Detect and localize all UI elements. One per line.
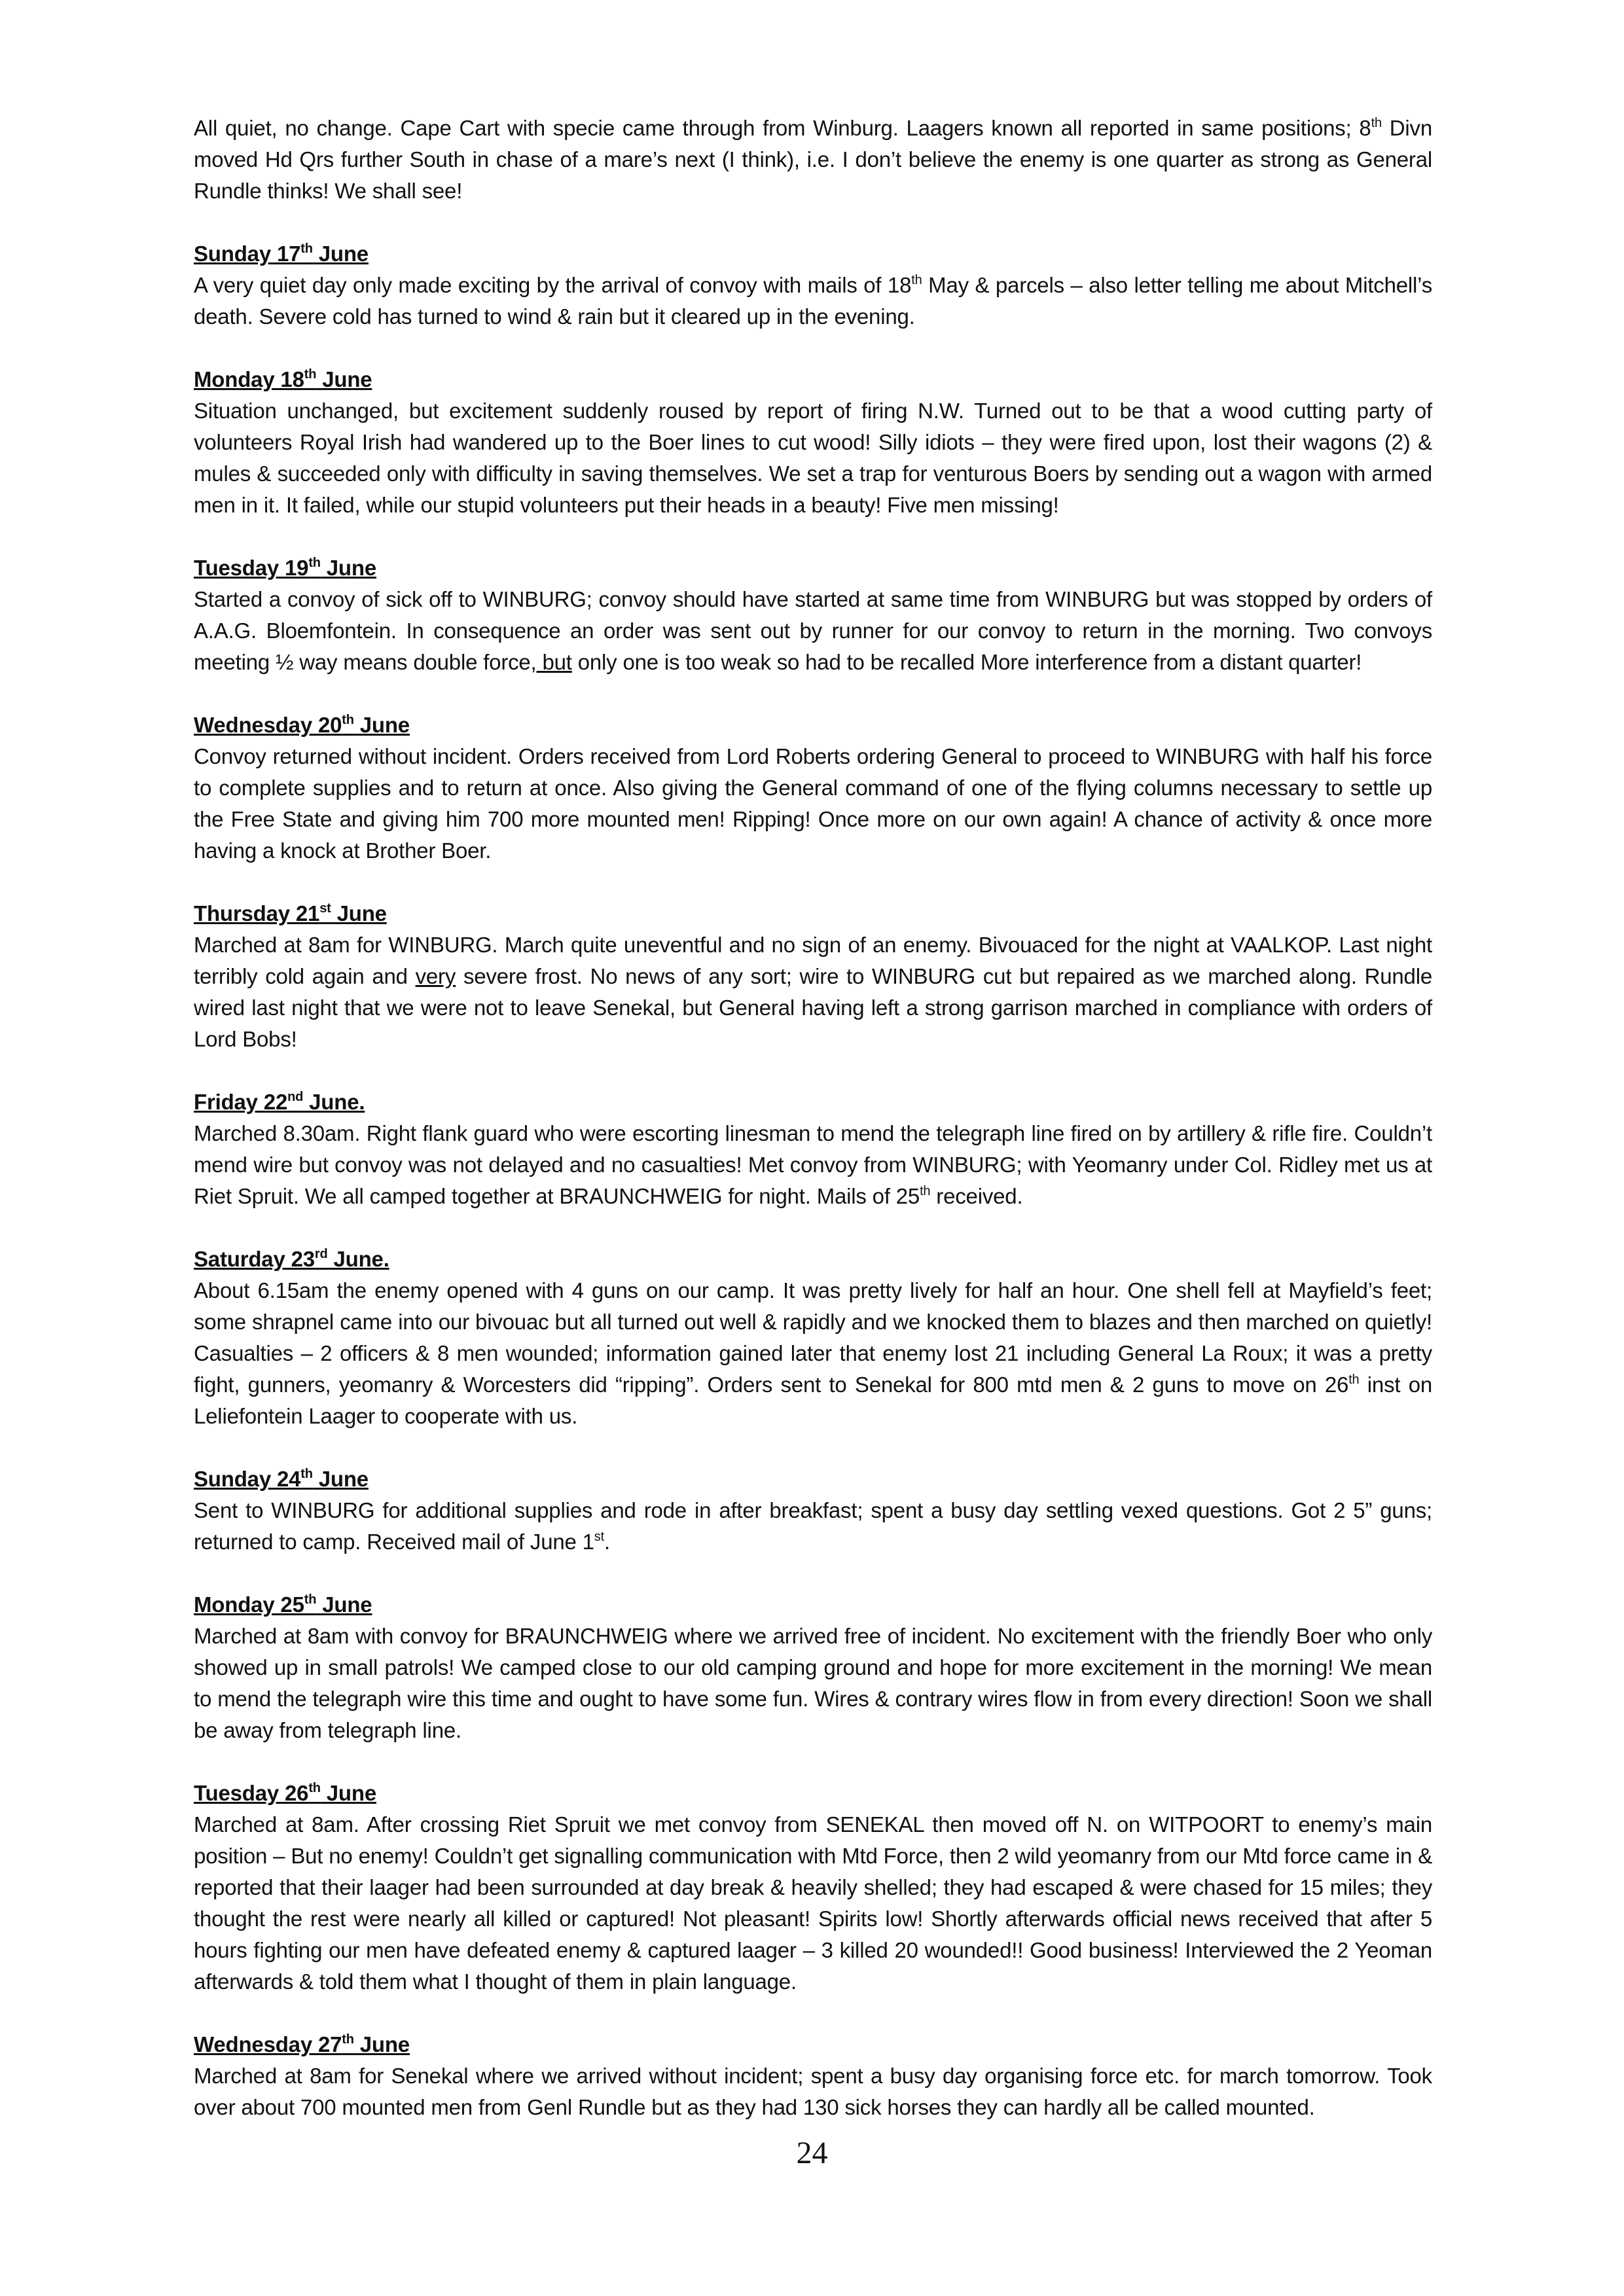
entry-body: Marched 8.30am. Right flank guard who were escorting linesman to mend the telegraph line fired on by artillery & rifle fire. Couldn’t mend wire but convoy was not delayed and no casualties! Met convoy from WINBURG; with Yeomanry under Col. Ridley met us at Riet Spruit. We all camped together at BRAUNCHWEIG for night. Mails of 25th received. <box>194 1121 1432 1208</box>
intro-paragraph <box>194 113 1432 207</box>
entry-heading: Tuesday 26th June <box>194 1781 376 1805</box>
diary-entry-tuesday-19 <box>194 552 1432 678</box>
diary-entry-tuesday-26 <box>194 1778 1432 1998</box>
entry-heading: Friday 22nd June. <box>194 1090 365 1114</box>
entry-body: Situation unchanged, but excitement suddenly roused by report of firing N.W. Turned out to be that a wood cutting party of volunteers Royal Irish had wandered up to the Boer lines to cut wood! Silly idiots – they were fired upon, lost their wagons (2) & mules & succeeded only with difficulty in saving themselves. We set a trap for venturous Boers by sending out a wagon with armed men in it. It failed, while our stupid volunteers put their heads in a beauty! Five men missing! <box>194 399 1432 517</box>
diary-entry-saturday-23 <box>194 1244 1432 1432</box>
entry-body: About 6.15am the enemy opened with 4 guns on our camp. It was pretty lively for half an hour. One shell fell at Mayfield’s feet; some shrapnel came into our bivouac but all turned out well & rapidly and we knocked them to blazes and then marched on quietly! Casualties – 2 officers & 8 men wounded; information gained later that enemy lost 21 including General La Roux; it was a pretty fight, gunners, yeomanry & Worcesters did “ripping”. Orders sent to Senekal for 800 mtd men & 2 guns to move on 26th inst on Leliefontein Laager to cooperate with us. <box>194 1278 1433 1428</box>
diary-entry-wednesday-27 <box>194 2029 1432 2123</box>
diary-page <box>194 113 1432 2123</box>
entry-body: A very quiet day only made exciting by the arrival of convoy with mails of 18th May & parcels – also letter telling me about Mitchell’s death. Severe cold has turned to wind & rain but it cleared up in the evening. <box>194 273 1432 329</box>
entry-body: Convoy returned without incident. Orders received from Lord Roberts ordering General to proceed to WINBURG with half his force to complete supplies and to return at once. Also giving the General command of one of the flying columns necessary to settle up the Free State and giving him 700 more mounted men! Ripping! Once more on our own again! A chance of activity & once more having a knock at Brother Boer. <box>194 744 1432 863</box>
entry-heading: Monday 18th June <box>194 367 372 391</box>
entry-heading: Wednesday 20th June <box>194 713 410 737</box>
diary-entry-monday-25 <box>194 1589 1432 1746</box>
diary-entry-friday-22 <box>194 1086 1432 1212</box>
page-number: 24 <box>796 2136 828 2170</box>
intro-text-continued: Divn moved Hd Qrs further South in chase of a mare’s next (I think), i.e. I don’t believe the enemy is one quarter as strong as General Rundle thinks! We shall see! <box>194 116 1432 203</box>
underlined-text: but <box>536 650 572 674</box>
entry-body: Marched at 8am. After crossing Riet Spruit we met convoy from SENEKAL then moved off N. on WITPOORT to enemy’s main position – But no enemy! Couldn’t get signalling communication with Mtd Force, then 2 wild yeomanry from our Mtd force came in & reported that their laager had been surrounded at day break & heavily shelled; they had escaped & were chased for 15 miles; they thought the rest were nearly all killed or captured! Not pleasant! Spirits low! Shortly afterwards official news received that after 5 hours fighting our men have defeated enemy & captured laager – 3 killed 20 wounded!! Good business! Interviewed the 2 Yeoman afterwards & told them what I thought of them in plain language. <box>194 1812 1432 1994</box>
entry-heading: Sunday 17th June <box>194 242 369 266</box>
diary-entry-thursday-21 <box>194 898 1432 1055</box>
diary-entry-wednesday-20 <box>194 709 1432 867</box>
entry-body: Marched at 8am with convoy for BRAUNCHWEIG where we arrived free of incident. No excitement with the friendly Boer who only showed up in small patrols! We camped close to our old camping ground and hope for more excitement in the morning! We mean to mend the telegraph wire this time and ought to have some fun. Wires & contrary wires flow in from every direction! Soon we shall be away from telegraph line. <box>194 1624 1432 1742</box>
entry-heading: Monday 25th June <box>194 1592 372 1617</box>
superscript: th <box>1371 116 1382 130</box>
intro-text: All quiet, no change. Cape Cart with specie came through from Winburg. Laagers known all reported in same positions; 8 <box>194 116 1371 140</box>
entry-heading: Sunday 24th June <box>194 1467 369 1491</box>
entry-body: Marched at 8am for WINBURG. March quite uneventful and no sign of an enemy. Bivouaced for the night at VAALKOP. Last night terribly cold again and very severe frost. No news of any sort; wire to WINBURG cut but repaired as we marched along. Rundle wired last night that we were not to leave Senekal, but General having left a strong garrison marched in compliance with orders of Lord Bobs! <box>194 933 1432 1051</box>
entry-body: Sent to WINBURG for additional supplies and rode in after breakfast; spent a busy day settling vexed questions. Got 2 5” guns; returned to camp. Received mail of June 1st. <box>194 1498 1432 1554</box>
entry-heading: Saturday 23rd June. <box>194 1247 389 1271</box>
entry-heading: Wednesday 27th June <box>194 2032 410 2056</box>
entry-heading: Tuesday 19th June <box>194 556 376 580</box>
diary-entry-sunday-17 <box>194 238 1432 332</box>
entry-body: Started a convoy of sick off to WINBURG; convoy should have started at same time from WINBURG but was stopped by orders of A.A.G. Bloemfontein. In consequence an order was sent out by runner for our convoy to return in the morning. Two convoys meeting ½ way means double force, but only one is too weak so had to be recalled More interference from a distant quarter! <box>194 587 1432 674</box>
diary-entry-monday-18 <box>194 364 1432 521</box>
entry-heading: Thursday 21st June <box>194 901 387 925</box>
underlined-text: very <box>415 964 456 988</box>
entry-body: Marched at 8am for Senekal where we arrived without incident; spent a busy day organising force etc. for march tomorrow. Took over about 700 mounted men from Genl Rundle but as they had 130 sick horses they can hardly all be called mounted. <box>194 2064 1432 2119</box>
diary-entry-sunday-24 <box>194 1463 1432 1558</box>
